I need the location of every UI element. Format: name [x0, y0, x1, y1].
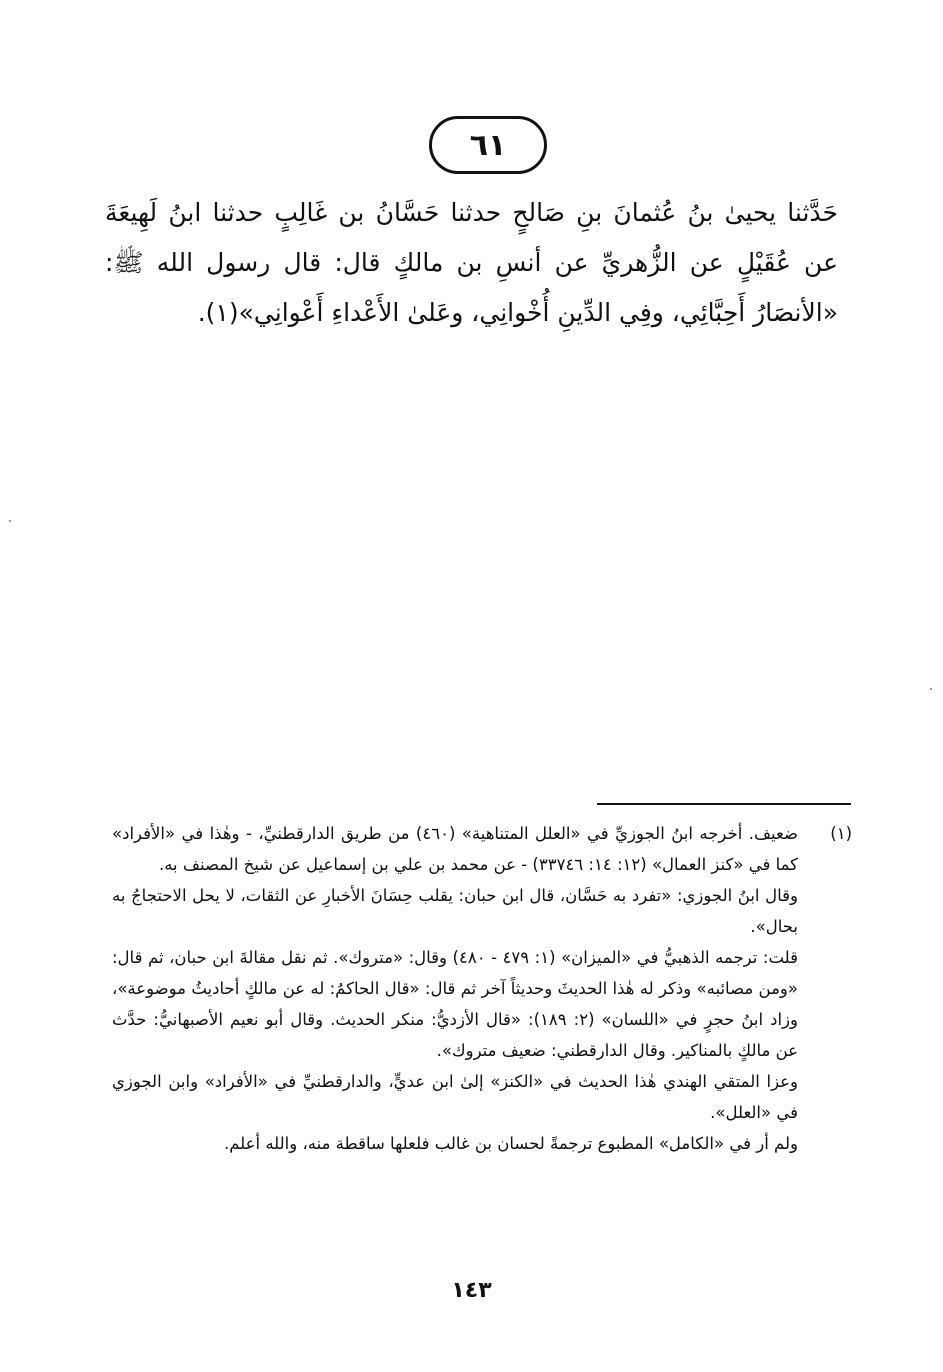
- footnote-paragraph: ولم أر في «الكامل» المطبوع ترجمةً لحسان بن غالب فلعلها ساقطة منه، والله أعلم.: [223, 1134, 798, 1153]
- scan-speck: [930, 688, 932, 690]
- footnote-paragraph: ضعيف. أخرجه ابنُ الجوزيِّ في «العلل المتناهية» (٤٦٠) من طريق الدارقطنيِّ، - وهٰذا في «الأفراد» كما في «كنز العمال» (١٢: ١٤: ٣٣٧٤٦) - عن محمد بن علي بن إسماعيل عن شيخ المصنف به.: [112, 824, 798, 874]
- hadith-number-badge: [429, 116, 547, 174]
- footnote-paragraph: وقال ابنُ الجوزي: «تفرد به حَسَّان، قال ابن حبان: يقلب حِسَانَ الأخبارِ عن الثقات، لا يحل الاحتجاجُ به بحال».: [112, 886, 798, 936]
- footnotes-section: [112, 818, 852, 1159]
- scan-speck: [9, 520, 11, 522]
- hadith-number: ٦١: [469, 127, 507, 163]
- footnote-paragraph: قلت: ترجمه الذهبيُّ في «الميزان» (١: ٤٧٩ - ٤٨٠) وقال: «متروك». ثم نقل مقالةَ ابن حبان، ثم قال: «ومن مصائبه» وذكر له هٰذا الحديثَ وحديثاً آخر ثم قال: «قال الحاكمُ: له عن مالكٍ أحاديثُ موضوعة»، وزاد ابنُ حجرٍ في «اللسان» (٢: ١٨٩): «قال الأزديُّ: منكر الحديث. وقال أبو نعيم الأصبهانيُّ: حدَّث عن مالكٍ بالمناكير. وقال الدارقطني: ضعيف متروك».: [112, 948, 798, 1060]
- footnote-number: (١): [830, 824, 852, 843]
- page-number: ١٤٣: [451, 1278, 492, 1303]
- footnote-body: [112, 818, 798, 1159]
- footnote-paragraph: وعزا المتقي الهندي هٰذا الحديث في «الكنز» إلىٰ ابن عديٍّ، والدارقطنيِّ في «الأفراد» وابن الجوزي في «العلل».: [112, 1072, 798, 1122]
- hadith-text: حَدَّثنا يحيىٰ بنُ عُثمانَ بنِ صَالحٍ حدثنا حَسَّانُ بن غَالِبٍ حدثنا ابنُ لَهِيعَةَ عن عُقَيْلٍ عن الزُّهريِّ عن أنسِ بن مالكٍ قال: قال رسول الله ﷺ: «الأنصَارُ أَحِبَّائِي، وفِي الدِّينِ أُخْوانِي، وعَلىٰ الأَعْداءِ أَعْوانِي»(١).: [105, 198, 838, 327]
- footnote-separator: [597, 803, 851, 805]
- footnote-1: [112, 818, 852, 1159]
